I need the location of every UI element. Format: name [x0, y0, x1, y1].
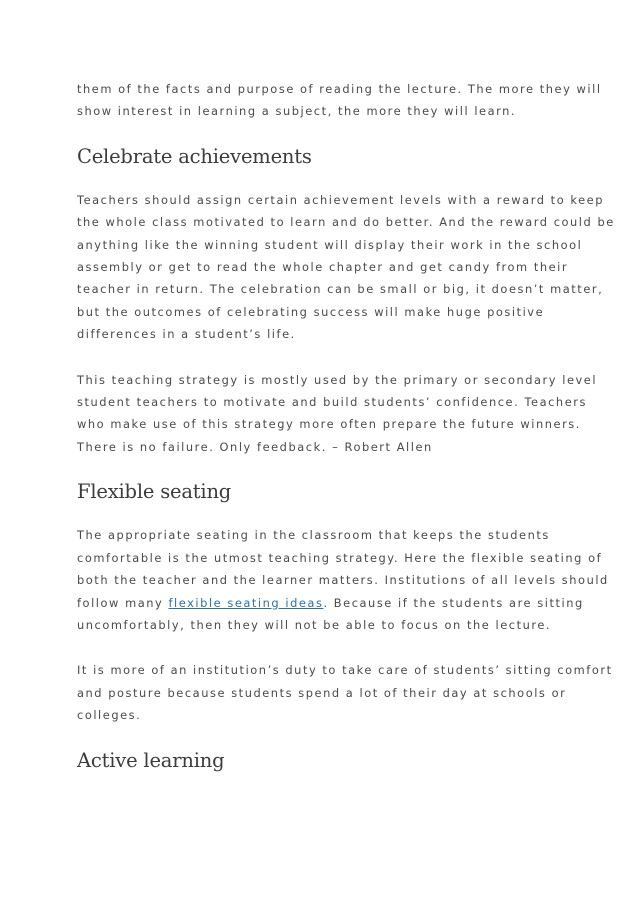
- text-line: This teaching strategy is mostly used by the primary or secondary level: [77, 372, 598, 387]
- text-line: uncomfortably, then they will not be able to focus on the lecture.: [77, 617, 552, 632]
- heading-celebrate-achievements: Celebrate achievements: [77, 144, 312, 168]
- flexible-paragraph-2: [77, 659, 613, 726]
- text-line: and posture because students spend a lot of their day at schools or: [77, 685, 567, 700]
- text-line: both the teacher and the learner matters. Institutions of all levels should: [77, 573, 609, 588]
- link-line-after: . Because if the students are sitting: [323, 595, 584, 610]
- intro-paragraph: [77, 78, 602, 123]
- heading-active-learning: Active learning: [77, 748, 225, 772]
- celebrate-paragraph-1: [77, 189, 615, 346]
- text-line: student teachers to motivate and build students’ confidence. Teachers: [77, 395, 587, 410]
- text-line: anything like the winning student will display their work in the school: [77, 237, 583, 252]
- text-line: who make use of this strategy more often prepare the future winners.: [77, 417, 581, 432]
- text-line: comfortable is the utmost teaching strategy. Here the flexible seating of: [77, 550, 603, 565]
- text-line: but the outcomes of celebrating success will make huge positive: [77, 304, 545, 319]
- text-line: teacher in return. The celebration can be small or big, it doesn’t matter,: [77, 282, 604, 297]
- text-line-with-link: [77, 592, 584, 614]
- text-line: the whole class motivated to learn and do better. And the reward could be: [77, 215, 615, 230]
- text-line: assembly or get to read the whole chapter and get candy from their: [77, 260, 569, 275]
- text-line: The appropriate seating in the classroom that keeps the students: [77, 528, 550, 543]
- flexible-paragraph-1: [77, 524, 609, 636]
- celebrate-paragraph-2: [77, 369, 598, 459]
- text-line: show interest in learning a subject, the more they will learn.: [77, 104, 517, 119]
- text-line: them of the facts and purpose of reading the lecture. The more they will: [77, 82, 602, 96]
- text-line: differences in a student’s life.: [77, 327, 296, 342]
- text-line: colleges.: [77, 708, 142, 723]
- text-line: There is no failure. Only feedback. – Robert Allen: [77, 439, 433, 454]
- flexible-seating-ideas-link[interactable]: flexible seating ideas: [168, 595, 324, 610]
- text-line: It is more of an institution’s duty to take care of students’ sitting comfort: [77, 663, 613, 678]
- text-line: Teachers should assign certain achievement levels with a reward to keep: [77, 192, 605, 207]
- heading-flexible-seating: Flexible seating: [77, 480, 232, 504]
- link-line-before: follow many: [77, 595, 169, 610]
- document-page: [77, 78, 615, 774]
